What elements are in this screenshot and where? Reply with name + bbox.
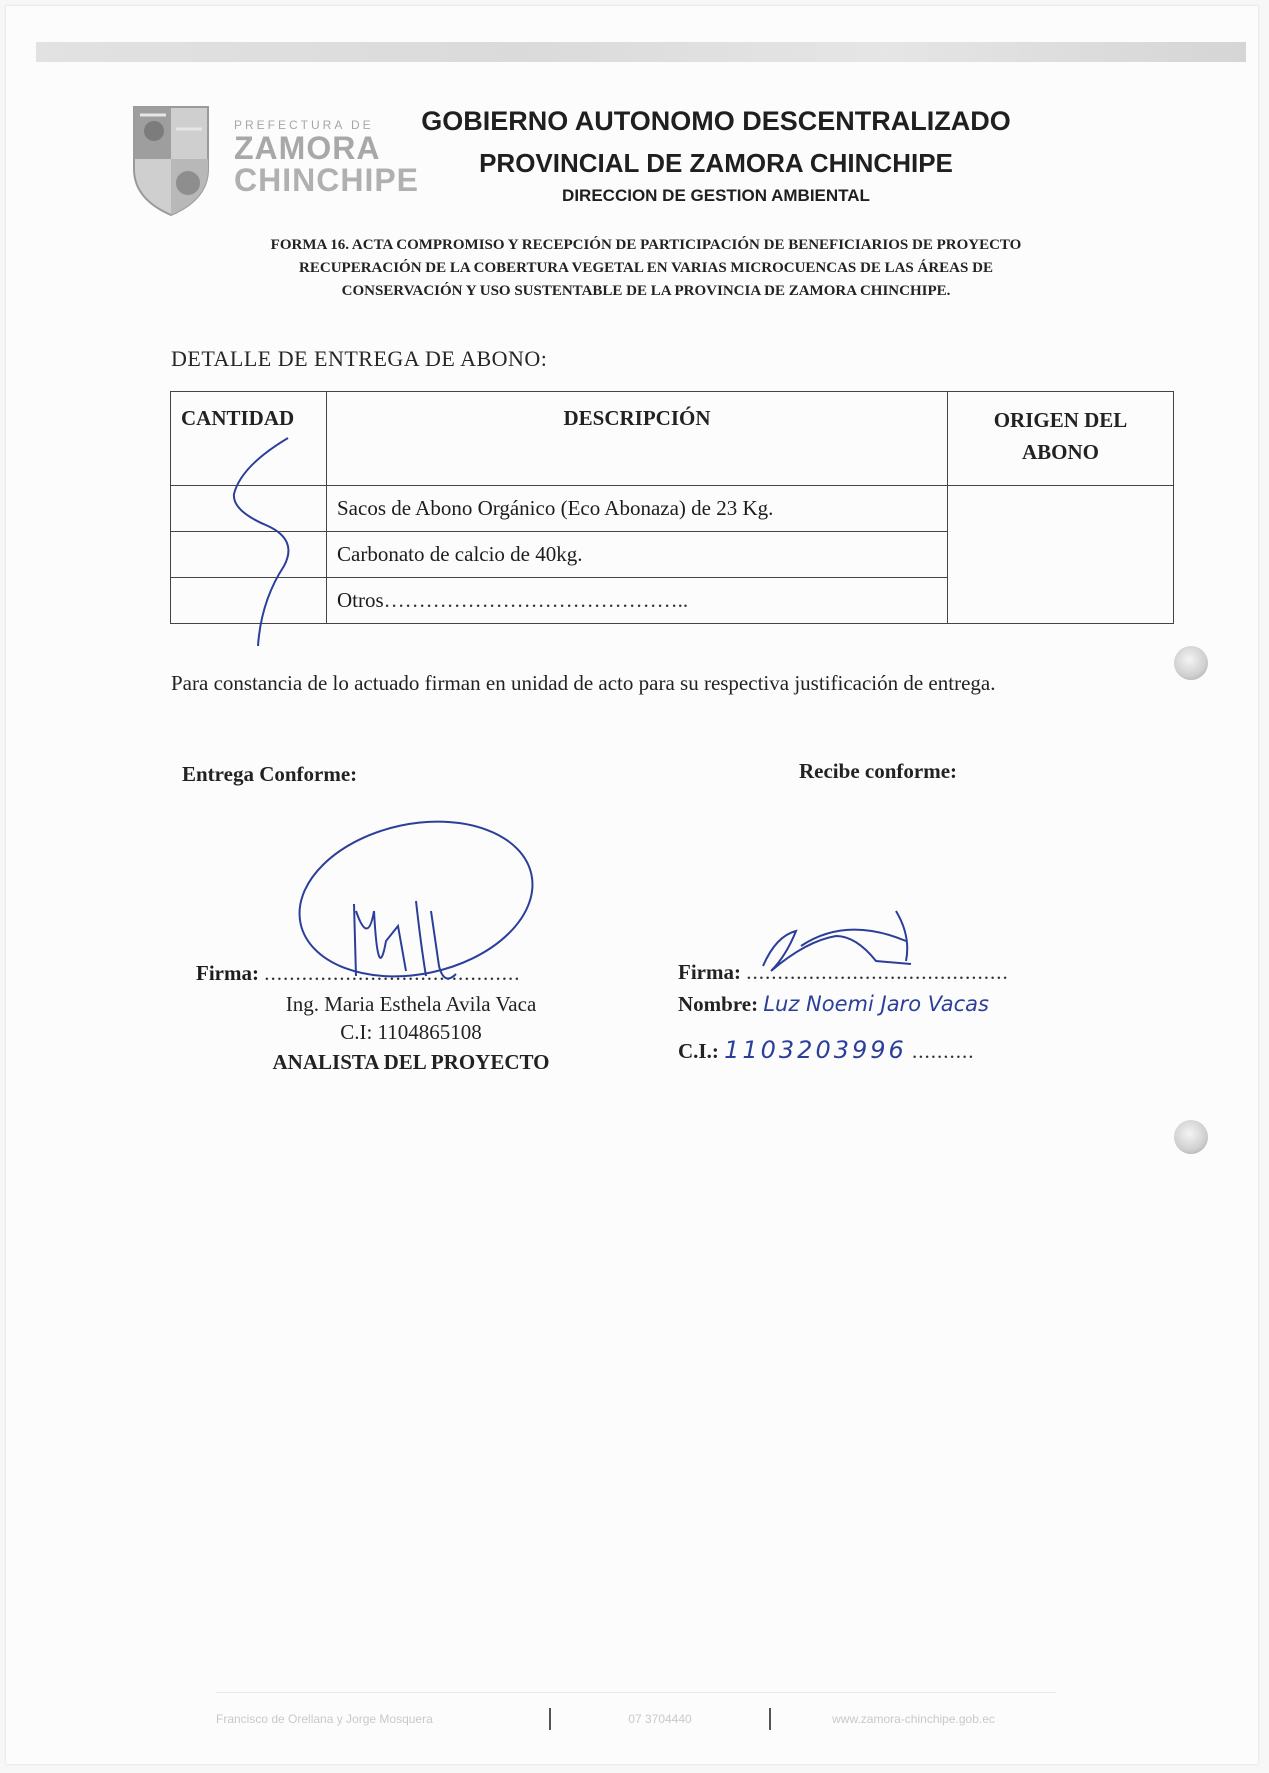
row-cantidad: [171, 486, 327, 532]
document-page: [6, 6, 1258, 1764]
logo-small-text: PREFECTURA DE: [234, 118, 374, 132]
punch-hole: [1174, 1120, 1208, 1154]
left-firma-label: Firma:: [196, 961, 259, 985]
header-origen: [948, 392, 1174, 486]
statement-paragraph: Para constancia de lo actuado firman en unidad de acto para su respectiva justificación de entrega.: [171, 671, 996, 695]
header-origen-line2: ABONO: [1021, 440, 1099, 464]
right-ci-line: [678, 1036, 975, 1064]
origen-cell: [948, 486, 1174, 624]
row-descripcion: Carbonato de calcio de 40kg.: [327, 532, 948, 578]
form-title-line1: FORMA 16. ACTA COMPROMISO Y RECEPCIÓN DE PARTICIPACIÓN DE BENEFICIARIOS DE PROYECTO: [270, 237, 1022, 253]
prefectura-shield-logo: [126, 99, 216, 219]
otros-label: Otros: [337, 588, 384, 612]
scan-band: [36, 42, 1246, 62]
logo-line2: CHINCHIPE: [234, 162, 420, 198]
footer-divider: [216, 1692, 1056, 1693]
footer: [216, 1708, 1056, 1730]
table-row: [171, 486, 1174, 532]
government-subtitle: PROVINCIAL DE ZAMORA CHINCHIPE: [479, 148, 953, 178]
row-descripcion: Sacos de Abono Orgánico (Eco Abonaza) de 23 Kg.: [327, 486, 948, 532]
table-header-row: [171, 392, 1174, 486]
left-firma-dots: .........................................: [264, 961, 521, 985]
left-firma-line: [196, 961, 520, 986]
right-firma-dots: ..........................................: [746, 960, 1009, 984]
signer-role: ANALISTA DEL PROYECTO: [272, 1050, 550, 1074]
nombre-label: Nombre:: [678, 992, 759, 1016]
row-cantidad: [171, 578, 327, 624]
otros-dots: ……………………………………..: [383, 588, 689, 612]
header-cantidad: CANTIDAD: [171, 392, 327, 486]
recibe-heading: Recibe conforme:: [799, 759, 958, 783]
footer-website: www.zamora-chinchipe.gob.ec: [832, 1712, 995, 1726]
footer-phone: 07 3704440: [628, 1712, 692, 1726]
nombre-handwritten: Luz Noemi Jaro Vacas: [763, 992, 989, 1016]
government-title: GOBIERNO AUTONOMO DESCENTRALIZADO: [421, 106, 1011, 136]
department-name: DIRECCION DE GESTION AMBIENTAL: [562, 186, 870, 205]
row-cantidad: [171, 532, 327, 578]
signer-ci: C.I: 1104865108: [340, 1020, 482, 1044]
form-title-line3: CONSERVACIÓN Y USO SUSTENTABLE DE LA PROVINCIA DE ZAMORA CHINCHIPE.: [341, 283, 951, 299]
ci-handwritten: 1103203996: [724, 1036, 907, 1064]
header-origen-line1: ORIGEN DEL: [993, 408, 1128, 432]
ci-dots: ..........: [912, 1039, 975, 1063]
form-title: [156, 234, 1136, 303]
logo-line1: ZAMORA: [234, 130, 381, 166]
form-title-line2: RECUPERACIÓN DE LA COBERTURA VEGETAL EN VARIAS MICROCUENCAS DE LAS ÁREAS DE: [299, 260, 993, 276]
signer-name: Ing. Maria Esthela Avila Vaca: [285, 992, 537, 1016]
right-nombre-line: [678, 992, 989, 1017]
delivery-table: [170, 391, 1174, 624]
section-title: DETALLE DE ENTREGA DE ABONO:: [171, 346, 548, 371]
header-descripcion: DESCRIPCIÓN: [327, 392, 948, 486]
right-firma-line: [678, 960, 1009, 985]
row-descripcion: [327, 578, 948, 624]
right-firma-label: Firma:: [678, 960, 741, 984]
entrega-heading: Entrega Conforme:: [182, 762, 358, 786]
ci-label: C.I.:: [678, 1039, 719, 1063]
footer-address: Francisco de Orellana y Jorge Mosquera: [216, 1712, 433, 1726]
punch-hole: [1174, 646, 1208, 680]
